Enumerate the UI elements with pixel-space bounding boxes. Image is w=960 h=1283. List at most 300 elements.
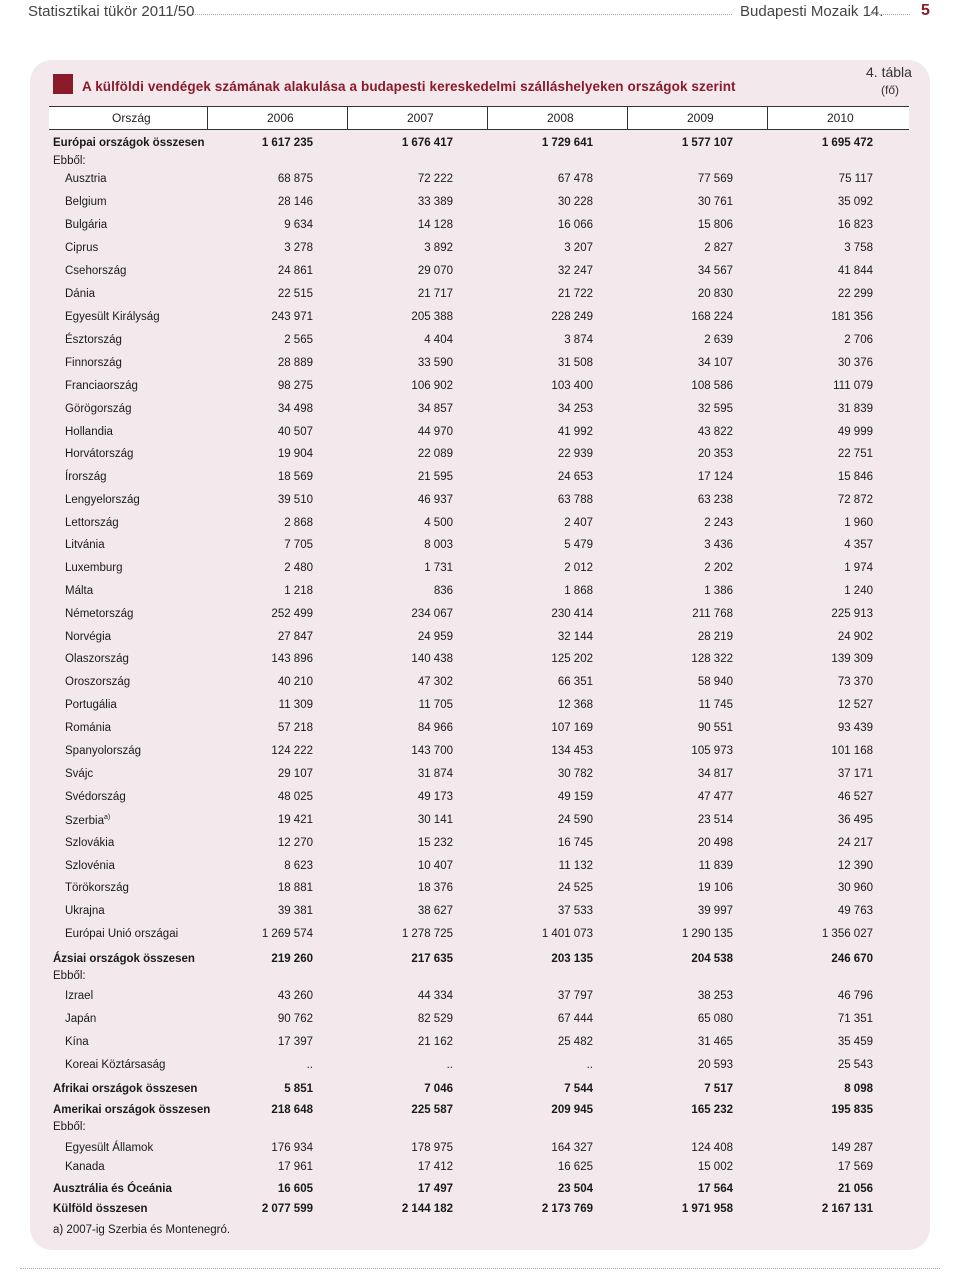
row-label: Svédország	[65, 791, 126, 803]
table-cell: 34 817	[697, 768, 733, 780]
row-label: Szlovákia	[65, 837, 115, 849]
row-label: Litvánia	[65, 539, 105, 551]
row-label: Ebből:	[53, 970, 86, 982]
table-cell: 30 960	[837, 882, 873, 894]
table-cell: 16 745	[557, 837, 593, 849]
table-cell: 15 846	[837, 471, 873, 483]
table-cell: 24 590	[557, 814, 593, 826]
column-header: Ország	[112, 111, 151, 125]
row-label: Málta	[65, 585, 94, 597]
table-cell: 38 253	[697, 990, 733, 1002]
table-cell: 30 376	[837, 357, 873, 369]
table-cell: 1 240	[844, 585, 873, 597]
table-cell: 1 577 107	[681, 137, 733, 149]
table-cell: 66 351	[557, 676, 593, 688]
row-label: Törökország	[65, 882, 129, 894]
table-cell: 16 066	[557, 219, 593, 231]
table-cell: ..	[306, 1059, 313, 1071]
table-cell: 20 830	[697, 288, 733, 300]
table-cell: 134 453	[551, 745, 593, 757]
row-label: Kína	[65, 1036, 89, 1048]
row-label: Ázsiai országok összesen	[53, 953, 195, 965]
table-cell: 2 639	[704, 334, 733, 346]
table-cell: 20 498	[697, 837, 733, 849]
table-cell: 57 218	[277, 722, 313, 734]
table-cell: 101 168	[831, 745, 873, 757]
table-cell: 205 388	[411, 311, 453, 323]
table-cell: 2 144 182	[401, 1203, 453, 1215]
table-cell: 22 939	[557, 448, 593, 460]
table-cell: 18 376	[417, 882, 453, 894]
table-cell: 24 861	[277, 265, 313, 277]
table-cell: 1 729 641	[541, 137, 593, 149]
table-cell: 12 368	[557, 699, 593, 711]
table-cell: 2 868	[284, 517, 313, 529]
table-cell: 22 299	[837, 288, 873, 300]
table-cell: 32 247	[557, 265, 593, 277]
table-cell: 90 762	[277, 1013, 313, 1025]
table-unit: (fő)	[881, 83, 899, 97]
row-label: Egyesült Államok	[65, 1142, 154, 1154]
table-cell: 67 478	[557, 173, 593, 185]
table-cell: 15 232	[417, 837, 453, 849]
table-cell: 12 270	[277, 837, 313, 849]
row-label: Külföld összesen	[53, 1203, 148, 1215]
table-cell: 23 514	[697, 814, 733, 826]
table-cell: 14 128	[417, 219, 453, 231]
table-cell: 836	[433, 585, 453, 597]
row-label: Ebből:	[53, 155, 86, 167]
table-cell: 30 228	[557, 196, 593, 208]
table-cell: 12 390	[837, 860, 873, 872]
table-cell: 209 945	[551, 1104, 593, 1116]
table-cell: 5 479	[564, 539, 593, 551]
table-cell: 3 436	[704, 539, 733, 551]
table-cell: 10 407	[417, 860, 453, 872]
table-cell: 234 067	[411, 608, 453, 620]
table-cell: 1 868	[564, 585, 593, 597]
series-title: Budapesti Mozaik 14.	[740, 3, 884, 20]
table-cell: 4 357	[844, 539, 873, 551]
table-cell: 16 823	[837, 219, 873, 231]
table-cell: 24 902	[837, 631, 873, 643]
table-cell: 225 913	[831, 608, 873, 620]
table-cell: 75 117	[838, 173, 873, 185]
table-cell: 19 421	[277, 814, 313, 826]
table-cell: 1 386	[704, 585, 733, 597]
table-cell: 243 971	[271, 311, 313, 323]
table-cell: 28 146	[277, 196, 313, 208]
table-cell: 37 533	[557, 905, 593, 917]
table-cell: 30 782	[557, 768, 593, 780]
row-label: Bulgária	[65, 219, 108, 231]
table-cell: 2 407	[564, 517, 593, 529]
row-label: Hollandia	[65, 426, 113, 438]
row-label: Észtország	[65, 334, 122, 346]
table-cell: 1 974	[844, 562, 873, 574]
row-label: Izrael	[65, 990, 94, 1002]
row-label: Románia	[65, 722, 112, 734]
table-cell: 103 400	[551, 380, 593, 392]
table-cell: 11 132	[558, 860, 593, 872]
table-cell: 34 857	[417, 403, 453, 415]
table-cell: 31 839	[837, 403, 873, 415]
row-label: Franciaország	[65, 380, 138, 392]
table-cell: 37 171	[837, 768, 873, 780]
row-label-text: Szerbia	[65, 814, 104, 827]
row-label: Svájc	[65, 768, 94, 780]
table-cell: 20 593	[697, 1059, 733, 1071]
table-cell: 34 498	[277, 403, 313, 415]
table-cell: 28 219	[697, 631, 733, 643]
row-label: Ebből:	[53, 1121, 86, 1133]
page-header	[0, 0, 960, 28]
page-number: 5	[921, 2, 930, 19]
table-cell: 1 960	[844, 517, 873, 529]
row-label: Japán	[65, 1013, 97, 1025]
table-cell: ..	[586, 1059, 593, 1071]
row-label: Csehország	[65, 265, 127, 277]
table-cell: 17 497	[417, 1183, 453, 1195]
table-cell: 72 872	[837, 494, 873, 506]
table-cell: 44 334	[417, 990, 453, 1002]
header-divider	[870, 14, 910, 15]
table-cell: 9 634	[284, 219, 313, 231]
row-label: Írország	[65, 471, 107, 483]
table-cell: 8 003	[424, 539, 453, 551]
table-cell: 1 676 417	[401, 137, 453, 149]
table-cell: 2 167 131	[821, 1203, 873, 1215]
table-cell: 106 902	[411, 380, 453, 392]
table-cell: ..	[446, 1059, 453, 1071]
column-divider	[767, 107, 768, 129]
table-cell: 7 517	[704, 1083, 733, 1095]
row-label: Afrikai országok összesen	[53, 1083, 198, 1095]
table-cell: 1 695 472	[821, 137, 873, 149]
table-cell: 1 269 574	[261, 928, 313, 940]
row-label: Finnország	[65, 357, 122, 369]
table-cell: 25 482	[557, 1036, 593, 1048]
table-cell: 7 544	[564, 1083, 593, 1095]
table-cell: 7 705	[284, 539, 313, 551]
table-cell: 19 904	[277, 448, 313, 460]
table-cell: 31 465	[697, 1036, 733, 1048]
table-cell: 25 543	[837, 1059, 873, 1071]
table-cell: 8 098	[844, 1083, 873, 1095]
column-divider	[207, 107, 208, 129]
table-cell: 28 889	[277, 357, 313, 369]
footnote-marker: a)	[104, 814, 111, 821]
table-cell: 111 079	[833, 380, 873, 392]
table-cell: 217 635	[411, 953, 453, 965]
table-cell: 11 839	[698, 860, 733, 872]
row-label: Olaszország	[65, 653, 129, 665]
table-cell: 49 999	[837, 426, 873, 438]
table-cell: 1 218	[284, 585, 313, 597]
row-label: Belgium	[65, 196, 107, 208]
table-cell: 139 309	[831, 653, 873, 665]
table-cell: 67 444	[557, 1013, 593, 1025]
table-cell: 20 353	[697, 448, 733, 460]
table-cell: 143 896	[271, 653, 313, 665]
table-cell: 17 564	[697, 1183, 733, 1195]
table-cell: 63 788	[557, 494, 593, 506]
row-label	[65, 814, 110, 827]
table-cell: 3 278	[284, 242, 313, 254]
table-cell: 39 510	[277, 494, 313, 506]
table-cell: 39 997	[697, 905, 733, 917]
table-cell: 5 851	[284, 1083, 313, 1095]
table-cell: 38 627	[417, 905, 453, 917]
table-cell: 3 892	[424, 242, 453, 254]
table-cell: 16 625	[557, 1161, 593, 1173]
table-cell: 1 290 135	[681, 928, 733, 940]
row-label: Spanyolország	[65, 745, 142, 757]
table-cell: 46 796	[837, 990, 873, 1002]
table-cell: 21 162	[417, 1036, 453, 1048]
column-divider	[347, 107, 348, 129]
row-label: Luxemburg	[65, 562, 123, 574]
table-title: A külföldi vendégek számának alakulása a budapesti kereskedelmi szálláshelyeken országok szerint	[82, 79, 736, 94]
table-cell: 21 056	[837, 1183, 873, 1195]
row-label: Horvátország	[65, 448, 134, 460]
table-cell: 18 881	[277, 882, 313, 894]
column-header: 2008	[547, 111, 574, 125]
table-cell: 22 515	[277, 288, 313, 300]
table-cell: 165 232	[691, 1104, 733, 1116]
table-cell: 4 404	[424, 334, 453, 346]
row-label: Dánia	[65, 288, 96, 300]
table-cell: 8 623	[284, 860, 313, 872]
table-cell: 44 970	[417, 426, 453, 438]
header-divider	[190, 14, 732, 15]
table-cell: 17 124	[697, 471, 733, 483]
table-cell: 77 569	[697, 173, 733, 185]
table-cell: 143 700	[411, 745, 453, 757]
row-label: Görögország	[65, 403, 132, 415]
row-label: Ausztrália és Óceánia	[53, 1183, 172, 1195]
row-label: Szlovénia	[65, 860, 115, 872]
table-cell: 128 322	[691, 653, 733, 665]
table-cell: 40 507	[277, 426, 313, 438]
table-cell: 11 309	[278, 699, 313, 711]
table-cell: 29 070	[417, 265, 453, 277]
table-cell: 204 538	[691, 953, 733, 965]
table-cell: 2 565	[284, 334, 313, 346]
table-cell: 18 569	[277, 471, 313, 483]
column-header: 2009	[687, 111, 714, 125]
row-label: Európai országok összesen	[53, 137, 205, 149]
column-header: 2006	[267, 111, 294, 125]
table-cell: 47 302	[417, 676, 453, 688]
table-cell: 3 207	[564, 242, 593, 254]
table-cell: 15 806	[697, 219, 733, 231]
table-cell: 17 397	[277, 1036, 313, 1048]
footer-divider	[20, 1268, 940, 1269]
table-cell: 124 222	[271, 745, 313, 757]
row-label: Portugália	[65, 699, 117, 711]
table-cell: 107 169	[551, 722, 593, 734]
table-cell: 48 025	[277, 791, 313, 803]
row-label: Norvégia	[65, 631, 112, 643]
table-cell: 72 222	[417, 173, 453, 185]
table-cell: 17 412	[417, 1161, 453, 1173]
table-cell: 17 569	[837, 1161, 873, 1173]
table-cell: 58 940	[697, 676, 733, 688]
column-header-row	[49, 106, 909, 130]
table-cell: 27 847	[277, 631, 313, 643]
column-divider	[627, 107, 628, 129]
table-cell: 35 459	[837, 1036, 873, 1048]
table-cell: 98 275	[277, 380, 313, 392]
table-cell: 21 717	[417, 288, 453, 300]
table-cell: 195 835	[831, 1104, 873, 1116]
table-cell: 17 961	[277, 1161, 313, 1173]
table-cell: 34 107	[697, 357, 733, 369]
table-cell: 36 495	[837, 814, 873, 826]
row-label: Európai Unió országai	[65, 928, 179, 940]
table-cell: 93 439	[837, 722, 873, 734]
table-cell: 34 567	[697, 265, 733, 277]
title-marker-icon	[53, 74, 73, 94]
column-header: 2010	[827, 111, 854, 125]
table-cell: 11 705	[418, 699, 453, 711]
table-cell: 11 745	[698, 699, 733, 711]
table-cell: 82 529	[417, 1013, 453, 1025]
table-cell: 16 605	[277, 1183, 313, 1195]
publication-title: Statisztikai tükör 2011/50	[28, 3, 195, 20]
table-cell: 24 525	[557, 882, 593, 894]
table-cell: 168 224	[691, 311, 733, 323]
table-cell: 49 159	[557, 791, 593, 803]
table-number: 4. tábla	[866, 64, 912, 80]
table-cell: 43 260	[277, 990, 313, 1002]
table-cell: 164 327	[551, 1142, 593, 1154]
table-cell: 124 408	[691, 1142, 733, 1154]
table-cell: 2 202	[704, 562, 733, 574]
table-cell: 22 089	[417, 448, 453, 460]
table-cell: 73 370	[837, 676, 873, 688]
table-cell: 31 508	[557, 357, 593, 369]
table-cell: 1 356 027	[821, 928, 873, 940]
table-cell: 71 351	[837, 1013, 873, 1025]
table-cell: 1 617 235	[261, 137, 313, 149]
table-cell: 108 586	[691, 380, 733, 392]
table-cell: 21 722	[557, 288, 593, 300]
table-cell: 35 092	[837, 196, 873, 208]
table-cell: 2 173 769	[541, 1203, 593, 1215]
table-cell: 203 135	[551, 953, 593, 965]
table-cell: 24 653	[557, 471, 593, 483]
table-cell: 230 414	[551, 608, 593, 620]
table-cell: 2 480	[284, 562, 313, 574]
row-label: Oroszország	[65, 676, 131, 688]
table-cell: 140 438	[411, 653, 453, 665]
column-header: 2007	[407, 111, 434, 125]
table-cell: 3 874	[564, 334, 593, 346]
row-label: Lettország	[65, 517, 119, 529]
table-cell: 225 587	[411, 1104, 453, 1116]
table-cell: 32 144	[557, 631, 593, 643]
table-cell: 84 966	[417, 722, 453, 734]
table-cell: 2 706	[844, 334, 873, 346]
table-cell: 40 210	[277, 676, 313, 688]
table-cell: 2 077 599	[261, 1203, 313, 1215]
table-cell: 23 504	[557, 1183, 593, 1195]
table-cell: 1 278 725	[401, 928, 453, 940]
table-cell: 41 844	[837, 265, 873, 277]
table-cell: 34 253	[557, 403, 593, 415]
table-cell: 125 202	[551, 653, 593, 665]
table-cell: 41 992	[557, 426, 593, 438]
table-cell: 49 173	[417, 791, 453, 803]
row-label: Németország	[65, 608, 134, 620]
table-cell: 19 106	[697, 882, 733, 894]
table-cell: 1 971 958	[681, 1203, 733, 1215]
table-cell: 43 822	[697, 426, 733, 438]
table-cell: 2 012	[564, 562, 593, 574]
table-cell: 21 595	[417, 471, 453, 483]
row-label: Amerikai országok összesen	[53, 1104, 211, 1116]
table-cell: 46 937	[417, 494, 453, 506]
row-label: Ukrajna	[65, 905, 105, 917]
row-label: Egyesült Királyság	[65, 311, 160, 323]
table-cell: 219 260	[271, 953, 313, 965]
table-cell: 33 389	[417, 196, 453, 208]
table-cell: 218 648	[271, 1104, 313, 1116]
table-cell: 12 527	[837, 699, 873, 711]
table-cell: 22 751	[837, 448, 873, 460]
table-cell: 29 107	[277, 768, 313, 780]
footnote: a) 2007-ig Szerbia és Montenegró.	[53, 1224, 231, 1236]
table-cell: 63 238	[697, 494, 733, 506]
table-cell: 7 046	[424, 1083, 453, 1095]
table-cell: 2 243	[704, 517, 733, 529]
table-cell: 49 763	[837, 905, 873, 917]
table-cell: 246 670	[831, 953, 873, 965]
table-cell: 33 590	[417, 357, 453, 369]
table-cell: 30 141	[417, 814, 453, 826]
table-cell: 2 827	[704, 242, 733, 254]
table-cell: 15 002	[697, 1161, 733, 1173]
table-cell: 181 356	[831, 311, 873, 323]
table-cell: 30 761	[697, 196, 733, 208]
table-cell: 1 731	[424, 562, 453, 574]
table-cell: 178 975	[411, 1142, 453, 1154]
table-cell: 149 287	[831, 1142, 873, 1154]
table-cell: 68 875	[277, 173, 313, 185]
table-cell: 32 595	[697, 403, 733, 415]
row-label: Lengyelország	[65, 494, 140, 506]
table-cell: 1 401 073	[541, 928, 593, 940]
column-divider	[487, 107, 488, 129]
table-cell: 105 973	[691, 745, 733, 757]
table-cell: 176 934	[271, 1142, 313, 1154]
table-cell: 211 768	[692, 608, 733, 620]
table-cell: 65 080	[697, 1013, 733, 1025]
table-cell: 31 874	[417, 768, 453, 780]
table-cell: 39 381	[277, 905, 313, 917]
table-cell: 90 551	[697, 722, 733, 734]
table-cell: 252 499	[271, 608, 313, 620]
table-cell: 24 217	[837, 837, 873, 849]
table-cell: 3 758	[844, 242, 873, 254]
row-label: Ausztria	[65, 173, 107, 185]
row-label: Kanada	[65, 1161, 105, 1173]
table-cell: 4 500	[424, 517, 453, 529]
row-label: Koreai Köztársaság	[65, 1059, 166, 1071]
table-cell: 24 959	[417, 631, 453, 643]
